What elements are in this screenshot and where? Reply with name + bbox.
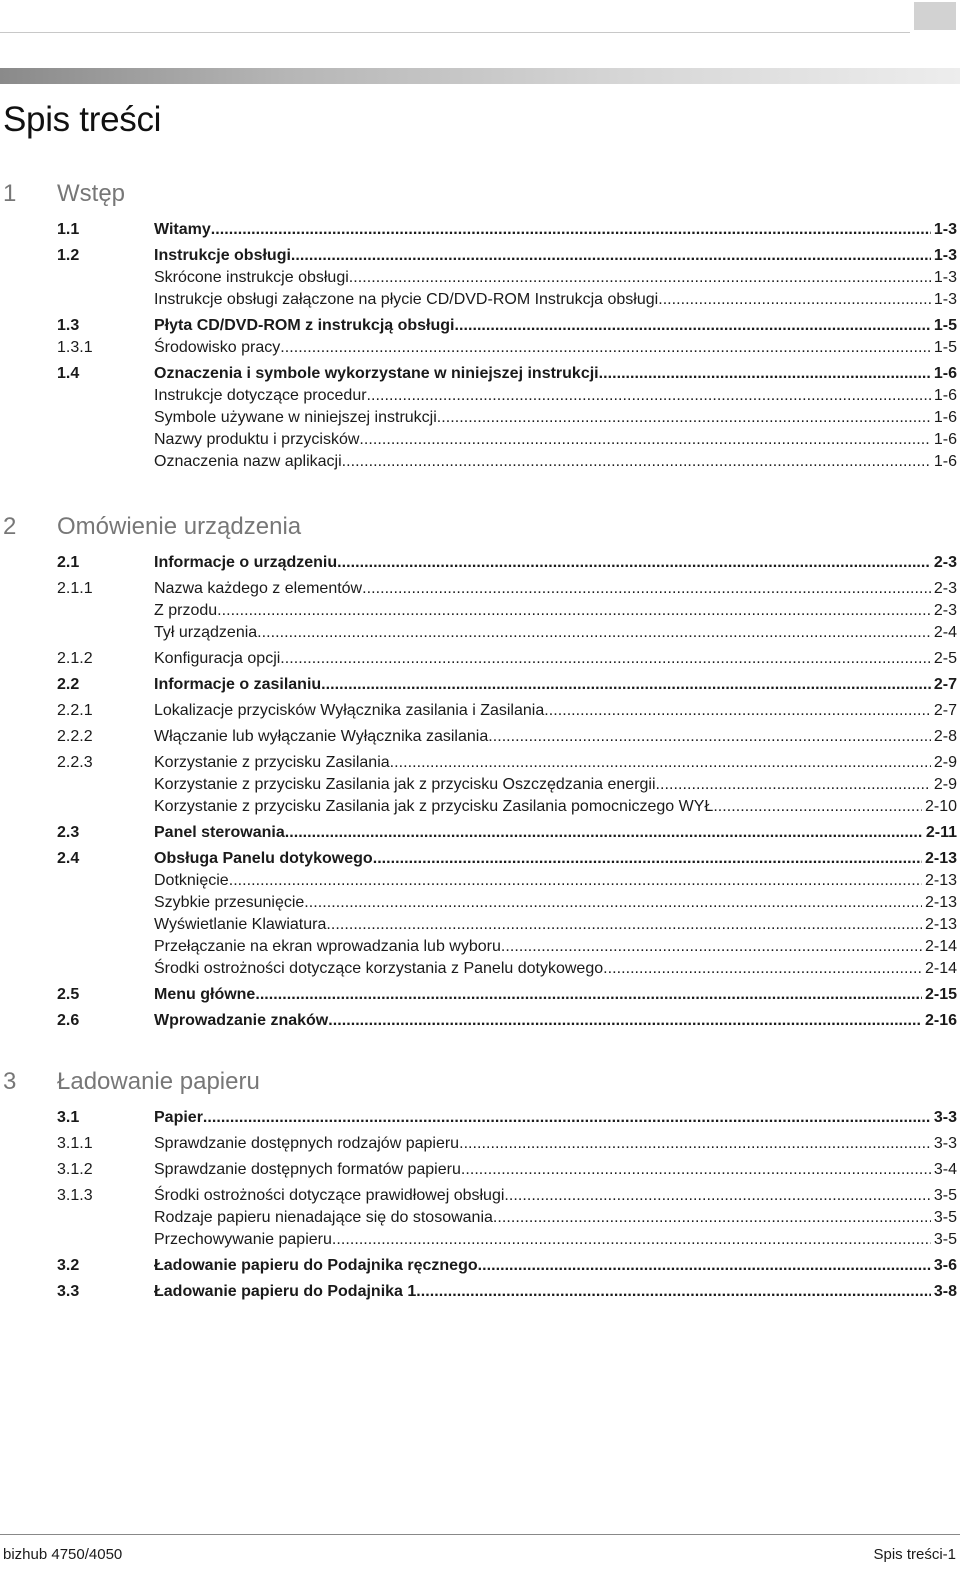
toc-entry-title[interactable]: Przechowywanie papieru xyxy=(154,1231,332,1248)
toc-entry[interactable] xyxy=(0,1208,960,1230)
toc-entry-title[interactable]: Instrukcje obsługi załączone na płycie CD/DVD-ROM Instrukcja obsługi xyxy=(154,291,659,308)
toc-entry-number: 3.1 xyxy=(57,1109,80,1126)
dot-leader xyxy=(280,649,931,669)
dot-leader xyxy=(718,797,922,817)
toc-entry-line xyxy=(154,246,957,266)
dot-leader xyxy=(342,452,931,472)
toc-entry-title[interactable]: Korzystanie z przycisku Zasilania jak z przycisku Oszczędzania energii xyxy=(154,776,656,793)
dot-leader xyxy=(255,985,922,1005)
toc-entry-line xyxy=(154,893,957,913)
toc-entry-title[interactable]: Środowisko pracy xyxy=(154,339,281,356)
toc-entry-page[interactable]: 2-15 xyxy=(924,986,957,1003)
toc-entry-title[interactable]: Panel sterowania xyxy=(154,824,285,841)
toc-entry[interactable] xyxy=(0,753,960,775)
toc-entry[interactable] xyxy=(0,1108,960,1130)
chapter-number: 3 xyxy=(3,1068,17,1095)
toc-entry-line xyxy=(154,338,957,358)
toc-entry-line xyxy=(154,386,957,406)
toc-entry-line xyxy=(154,871,957,891)
toc-entry[interactable] xyxy=(0,316,960,338)
toc-entry-title[interactable]: Nazwa każdego z elementów xyxy=(154,580,363,597)
toc-entry-number: 2.1.1 xyxy=(57,580,93,597)
toc-entry[interactable] xyxy=(0,1282,960,1304)
toc-entry-number: 1.3.1 xyxy=(57,339,93,356)
toc-entry-title[interactable]: Konfiguracja opcji xyxy=(154,650,281,667)
dot-leader xyxy=(349,268,931,288)
toc-entry-line xyxy=(154,797,957,817)
toc-entry-title[interactable]: Instrukcje dotyczące procedur xyxy=(154,387,367,404)
toc-entry[interactable] xyxy=(0,1011,960,1033)
toc-entries xyxy=(0,1108,960,1304)
toc-entry-line xyxy=(154,985,957,1005)
toc-entry-title[interactable]: Ładowanie papieru do Podajnika 1 xyxy=(154,1283,417,1300)
dot-leader xyxy=(328,1011,922,1031)
toc-entry-title[interactable]: Przełączanie na ekran wprowadzania lub wyboru xyxy=(154,938,501,955)
toc-entry[interactable] xyxy=(0,290,960,312)
toc-entry[interactable] xyxy=(0,408,960,430)
toc-entry-page[interactable]: 2-9 xyxy=(933,754,957,771)
header-rule xyxy=(0,32,910,33)
toc-entry[interactable] xyxy=(0,849,960,871)
toc-entry-page[interactable]: 2-8 xyxy=(933,728,957,745)
toc-entry-page[interactable]: 2-13 xyxy=(924,872,957,889)
toc-entry[interactable] xyxy=(0,649,960,671)
toc-entry-number: 3.1.1 xyxy=(57,1135,93,1152)
toc-entry-title[interactable]: Tył urządzenia xyxy=(154,624,258,641)
toc-entry-page[interactable]: 1-6 xyxy=(933,365,957,382)
toc-entry-page[interactable]: 3-3 xyxy=(933,1135,957,1152)
toc-entry-title[interactable]: Papier xyxy=(154,1109,203,1126)
toc-entry-page[interactable]: 3-3 xyxy=(933,1109,957,1126)
toc-entry-title[interactable]: Środki ostrożności dotyczące korzystania z Panelu dotykowego xyxy=(154,960,604,977)
toc-entry-page[interactable]: 2-5 xyxy=(933,650,957,667)
dot-leader xyxy=(326,915,922,935)
toc-entry-page[interactable]: 1-3 xyxy=(933,291,957,308)
toc-entry-page[interactable]: 2-3 xyxy=(933,602,957,619)
toc-entry-line xyxy=(154,452,957,472)
toc-entry[interactable] xyxy=(0,364,960,386)
toc-entry-line xyxy=(154,1108,957,1128)
toc-entry[interactable] xyxy=(0,675,960,697)
chapter-2 xyxy=(0,513,960,1033)
toc-entry-page[interactable]: 1-6 xyxy=(933,431,957,448)
chapter-heading xyxy=(0,513,960,553)
toc-entry[interactable] xyxy=(0,553,960,575)
toc-entry-page[interactable]: 3-4 xyxy=(933,1161,957,1178)
footer-rule xyxy=(0,1534,960,1535)
toc-entry-page[interactable]: 1-5 xyxy=(933,317,957,334)
toc-entry[interactable] xyxy=(0,959,960,981)
toc-entry-number: 3.2 xyxy=(57,1257,80,1274)
dot-leader xyxy=(493,1208,931,1228)
toc-entry-title[interactable]: Informacje o urządzeniu xyxy=(154,554,338,571)
toc-entry[interactable] xyxy=(0,823,960,845)
toc-entry-title[interactable]: Rodzaje papieru nienadające się do stosowania xyxy=(154,1209,493,1226)
toc-entry-title[interactable]: Sprawdzanie dostępnych rodzajów papieru xyxy=(154,1135,460,1152)
toc-entry-number: 2.2.3 xyxy=(57,754,93,771)
toc-entry-page[interactable]: 3-5 xyxy=(933,1187,957,1204)
toc-entry[interactable] xyxy=(0,797,960,819)
toc-entry-page[interactable]: 2-13 xyxy=(924,916,957,933)
footer-product-name: bizhub 4750/4050 xyxy=(3,1546,123,1563)
toc-entry-title[interactable]: Symbole używane w niniejszej instrukcji xyxy=(154,409,437,426)
toc-entry-title[interactable]: Nazwy produktu i przycisków xyxy=(154,431,360,448)
toc-entry-number: 1.4 xyxy=(57,365,80,382)
toc-entry-number: 2.5 xyxy=(57,986,80,1003)
toc-entry[interactable] xyxy=(0,220,960,242)
toc-entry-page[interactable]: 1-6 xyxy=(933,387,957,404)
toc-entry-line xyxy=(154,601,957,621)
toc-entry-title[interactable]: Obsługa Panelu dotykowego xyxy=(154,850,373,867)
toc-entry-line xyxy=(154,1011,957,1031)
dot-leader xyxy=(390,753,931,773)
toc-entry[interactable] xyxy=(0,430,960,452)
chapter-number: 1 xyxy=(3,180,17,207)
toc-entry-line xyxy=(154,1256,957,1276)
toc-entry[interactable] xyxy=(0,579,960,601)
chapter-number: 2 xyxy=(3,513,17,540)
dot-leader xyxy=(459,1134,931,1154)
dot-leader xyxy=(416,1282,931,1302)
toc-entry-page[interactable]: 2-16 xyxy=(924,1012,957,1029)
toc-entry-title[interactable]: Środki ostrożności dotyczące prawidłowej obsługi xyxy=(154,1187,505,1204)
toc-entry-page[interactable]: 1-6 xyxy=(933,409,957,426)
toc-entry-line xyxy=(154,753,957,773)
toc-entry-page[interactable]: 1-3 xyxy=(933,269,957,286)
chapter-title: Omówienie urządzenia xyxy=(57,513,302,540)
toc-entry-title[interactable]: Informacje o zasilaniu xyxy=(154,676,322,693)
toc-entry-page[interactable]: 3-5 xyxy=(933,1209,957,1226)
toc-entry-line xyxy=(154,849,957,869)
toc-entry[interactable] xyxy=(0,246,960,268)
dot-leader xyxy=(658,290,931,310)
toc-entry-page[interactable]: 3-8 xyxy=(933,1283,957,1300)
dot-leader xyxy=(337,553,931,573)
dot-leader xyxy=(211,220,931,240)
toc-entry-title[interactable]: Korzystanie z przycisku Zasilania jak z przycisku Zasilania pomocniczego WYŁ. xyxy=(154,798,718,815)
toc-entry-title[interactable]: Witamy xyxy=(154,221,211,238)
header-corner-block xyxy=(914,2,956,30)
dot-leader xyxy=(285,823,923,843)
dot-leader xyxy=(359,430,930,450)
toc-entry[interactable] xyxy=(0,937,960,959)
toc-entry-number: 2.4 xyxy=(57,850,80,867)
chapter-heading xyxy=(0,1068,960,1108)
dot-leader xyxy=(280,338,931,358)
toc-entry-title[interactable]: Korzystanie z przycisku Zasilania xyxy=(154,754,390,771)
toc-entry-title[interactable]: Wyświetlanie Klawiatura xyxy=(154,916,327,933)
toc-entry-page[interactable]: 2-4 xyxy=(933,624,957,641)
toc-entry-page[interactable]: 2-13 xyxy=(924,894,957,911)
toc-entry[interactable] xyxy=(0,452,960,474)
toc-entry-line xyxy=(154,1186,957,1206)
dot-leader xyxy=(257,623,931,643)
toc-entry-page[interactable]: 1-5 xyxy=(933,339,957,356)
toc-entry-number: 2.6 xyxy=(57,1012,80,1029)
dot-leader xyxy=(437,408,931,428)
toc-entry-line xyxy=(154,1134,957,1154)
toc-entry[interactable] xyxy=(0,775,960,797)
toc-entry-line xyxy=(154,268,957,288)
toc-entry-line xyxy=(154,649,957,669)
toc-entry-page[interactable]: 2-14 xyxy=(924,938,957,955)
toc-entry-number: 1.2 xyxy=(57,247,80,264)
toc-entry-line xyxy=(154,675,957,695)
toc-entry-page[interactable]: 3-6 xyxy=(933,1257,957,1274)
toc-entry-page[interactable]: 2-11 xyxy=(925,824,957,841)
dot-leader xyxy=(203,1108,931,1128)
toc-entry-number: 2.1.2 xyxy=(57,650,93,667)
toc-entry-title[interactable]: Sprawdzanie dostępnych formatów papieru xyxy=(154,1161,461,1178)
chapter-3 xyxy=(0,1068,960,1304)
toc-entry-title[interactable]: Płyta CD/DVD-ROM z instrukcją obsługi xyxy=(154,317,455,334)
toc-entry-title[interactable]: Dotknięcie xyxy=(154,872,229,889)
toc-entry-page[interactable]: 2-3 xyxy=(933,580,957,597)
dot-leader xyxy=(603,959,922,979)
toc-entry-page[interactable]: 2-7 xyxy=(933,676,957,693)
toc-entry-page[interactable]: 2-13 xyxy=(924,850,957,867)
toc-entry-number: 2.2.2 xyxy=(57,728,93,745)
dot-leader xyxy=(373,849,922,869)
toc-entry[interactable] xyxy=(0,386,960,408)
footer-page-number: Spis treści-1 xyxy=(873,1546,956,1563)
toc-entry[interactable] xyxy=(0,701,960,723)
toc-entry-line xyxy=(154,430,957,450)
dot-leader xyxy=(362,579,931,599)
toc-entry[interactable] xyxy=(0,338,960,360)
dot-leader xyxy=(544,701,931,721)
toc-entry-page[interactable]: 2-14 xyxy=(924,960,957,977)
toc-entry-title[interactable]: Z przodu xyxy=(154,602,218,619)
toc-entry-title[interactable]: Włączanie lub wyłączanie Wyłącznika zasilania xyxy=(154,728,489,745)
toc-entry-page[interactable]: 1-6 xyxy=(933,453,957,470)
page-title: Spis treści xyxy=(3,100,162,139)
toc-entry-line xyxy=(154,579,957,599)
toc-entry-line xyxy=(154,727,957,747)
toc-entry-number: 3.1.2 xyxy=(57,1161,93,1178)
toc-entry-page[interactable]: 2-9 xyxy=(933,776,957,793)
dot-leader xyxy=(501,937,922,957)
toc-entry-number: 3.3 xyxy=(57,1283,80,1300)
chapter-title: Ładowanie papieru xyxy=(57,1068,260,1095)
toc-entry-title[interactable]: Szybkie przesunięcie xyxy=(154,894,305,911)
toc-entry-title[interactable]: Instrukcje obsługi xyxy=(154,247,291,264)
toc-entry[interactable] xyxy=(0,727,960,749)
toc-entry-number: 1.3 xyxy=(57,317,80,334)
toc-entry-page[interactable]: 1-3 xyxy=(933,247,957,264)
toc-entry-line xyxy=(154,316,957,336)
toc-entry[interactable] xyxy=(0,1134,960,1156)
dot-leader xyxy=(504,1186,930,1206)
toc-entry-line xyxy=(154,1208,957,1228)
dot-leader xyxy=(454,316,930,336)
toc-entry-line xyxy=(154,364,957,384)
dot-leader xyxy=(321,675,931,695)
toc-entry-title[interactable]: Menu główne xyxy=(154,986,256,1003)
toc-entry-line xyxy=(154,775,957,795)
toc-entry-number: 2.1 xyxy=(57,554,80,571)
toc-entry-page[interactable]: 2-3 xyxy=(933,554,957,571)
toc-entry-line xyxy=(154,623,957,643)
toc-entry-line xyxy=(154,959,957,979)
toc-entry[interactable] xyxy=(0,268,960,290)
toc-entry-line xyxy=(154,290,957,310)
dot-leader xyxy=(217,601,931,621)
dot-leader xyxy=(488,727,931,747)
toc-entry[interactable] xyxy=(0,1256,960,1278)
toc-entry-line xyxy=(154,1230,957,1250)
toc-entry-title[interactable]: Lokalizacje przycisków Wyłącznika zasilania i Zasilania xyxy=(154,702,545,719)
toc-entry-number: 2.3 xyxy=(57,824,80,841)
chapter-heading xyxy=(0,180,960,220)
dot-leader xyxy=(599,364,931,384)
toc-entry-number: 1.1 xyxy=(57,221,80,238)
dot-leader xyxy=(332,1230,931,1250)
toc-entry-line xyxy=(154,408,957,428)
toc-entry-line xyxy=(154,220,957,240)
toc-entry[interactable] xyxy=(0,1186,960,1208)
toc-entry-line xyxy=(154,937,957,957)
header-gradient-band xyxy=(0,68,960,84)
dot-leader xyxy=(304,893,922,913)
dot-leader xyxy=(461,1160,931,1180)
toc-entry[interactable] xyxy=(0,1160,960,1182)
toc-entry-page[interactable]: 2-7 xyxy=(933,702,957,719)
toc-entry-line xyxy=(154,1282,957,1302)
dot-leader xyxy=(291,246,931,266)
toc-entry-page[interactable]: 1-3 xyxy=(933,221,957,238)
dot-leader xyxy=(367,386,931,406)
toc-entry-number: 3.1.3 xyxy=(57,1187,93,1204)
dot-leader xyxy=(656,775,931,795)
toc-entries xyxy=(0,220,960,474)
toc-entry-title[interactable]: Wprowadzanie znaków xyxy=(154,1012,329,1029)
toc-entry[interactable] xyxy=(0,1230,960,1252)
chapter-1 xyxy=(0,180,960,474)
toc-entry-title[interactable]: Oznaczenia i symbole wykorzystane w niniejszej instrukcji xyxy=(154,365,599,382)
toc-entry-page[interactable]: 2-10 xyxy=(924,798,957,815)
dot-leader xyxy=(229,871,922,891)
toc-entry[interactable] xyxy=(0,623,960,645)
chapter-title: Wstęp xyxy=(57,180,126,207)
toc-entry-page[interactable]: 3-5 xyxy=(933,1231,957,1248)
toc-entry[interactable] xyxy=(0,871,960,893)
toc-entry-number: 2.2.1 xyxy=(57,702,93,719)
toc-entries xyxy=(0,553,960,1033)
toc-entry[interactable] xyxy=(0,985,960,1007)
toc-entry[interactable] xyxy=(0,915,960,937)
toc-entry-line xyxy=(154,701,957,721)
dot-leader xyxy=(478,1256,931,1276)
toc-entry[interactable] xyxy=(0,601,960,623)
toc-entry-number: 2.2 xyxy=(57,676,80,693)
toc-entry[interactable] xyxy=(0,893,960,915)
toc-entry-title[interactable]: Ładowanie papieru do Podajnika ręcznego xyxy=(154,1257,478,1274)
toc-entry-line xyxy=(154,553,957,573)
toc-entry-title[interactable]: Oznaczenia nazw aplikacji xyxy=(154,453,342,470)
toc-entry-line xyxy=(154,823,957,843)
toc-entry-line xyxy=(154,1160,957,1180)
toc-entry-line xyxy=(154,915,957,935)
toc-entry-title[interactable]: Skrócone instrukcje obsługi xyxy=(154,269,349,286)
